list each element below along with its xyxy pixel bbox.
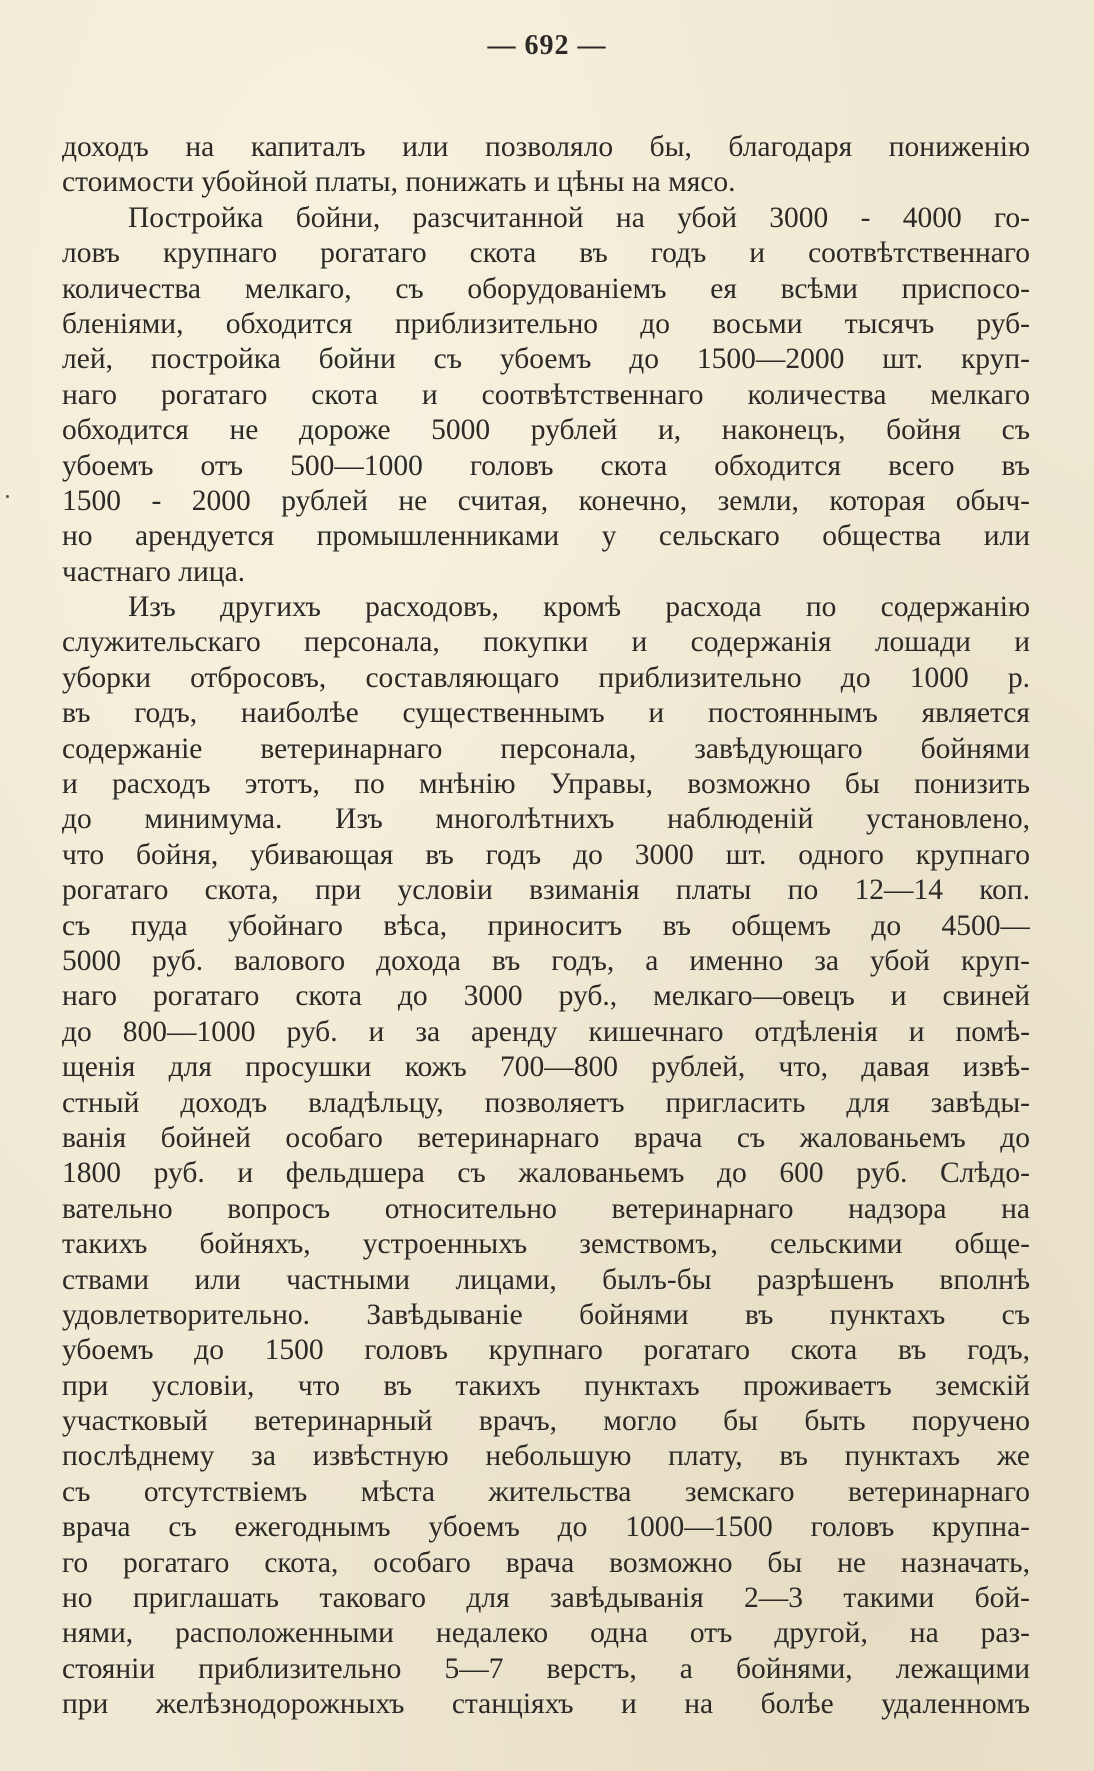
text-line: 1500 - 2000 рублей не считая, конечно, земли, которая обыч- bbox=[62, 484, 1030, 517]
text-line: наго рогатаго скота и соотвѣтственнаго количества мелкаго bbox=[62, 378, 1030, 411]
text-line: такихъ бойняхъ, устроенныхъ земствомъ, сельскими обще- bbox=[62, 1228, 1030, 1261]
text-line: стоимости убойной платы, понижать и цѣны на мясо. bbox=[62, 166, 736, 199]
text-line: рогатаго скота, при условіи взиманія платы по 12—14 коп. bbox=[62, 874, 1030, 907]
text-line: щенія для просушки кожъ 700—800 рублей, что, давая извѣ- bbox=[62, 1051, 1030, 1084]
text-line: частнаго лица. bbox=[62, 555, 246, 588]
body-text bbox=[62, 130, 1030, 1723]
margin-mark bbox=[6, 495, 9, 498]
text-line: въ годъ, наиболѣе существеннымъ и постояннымъ является bbox=[62, 697, 1030, 730]
text-line: участковый ветеринарный врачъ, могло бы быть поручено bbox=[62, 1405, 1030, 1438]
text-line: до минимума. Изъ многолѣтнихъ наблюденій установлено, bbox=[62, 803, 1030, 836]
text-line: Изъ другихъ расходовъ, кромѣ расхода по содержанію bbox=[128, 591, 1030, 624]
text-line: ловъ крупнаго рогатаго скота въ годъ и соотвѣтственнаго bbox=[62, 237, 1030, 270]
text-line: 1800 руб. и фельдшера съ жалованьемъ до 600 руб. Слѣдо- bbox=[62, 1157, 1030, 1190]
text-line: убоемъ отъ 500—1000 головъ скота обходится всего въ bbox=[62, 449, 1030, 482]
text-line: 5000 руб. валового дохода въ годъ, а именно за убой круп- bbox=[62, 944, 1030, 977]
text-line: содержаніе ветеринарнаго персонала, завѣдующаго бойнями bbox=[62, 732, 1030, 765]
text-line: бленіями, обходится приблизительно до восьми тысячъ руб- bbox=[62, 307, 1030, 340]
text-line: Постройка бойни, разсчитанной на убой 3000 - 4000 го- bbox=[128, 201, 1030, 234]
text-line: ванія бойней особаго ветеринарнаго врача съ жалованьемъ до bbox=[62, 1121, 1030, 1154]
text-line: съ отсутствіемъ мѣста жительства земскаго ветеринарнаго bbox=[62, 1475, 1030, 1508]
text-line: послѣднему за извѣстную небольшую плату, въ пунктахъ же bbox=[62, 1440, 1030, 1473]
text-line: но арендуется промышленниками у сельскаго общества или bbox=[62, 520, 1030, 553]
text-line: врача съ ежегоднымъ убоемъ до 1000—1500 головъ крупна- bbox=[62, 1511, 1030, 1544]
text-line: наго рогатаго скота до 3000 руб., мелкаго—овецъ и свиней bbox=[62, 980, 1030, 1013]
text-line: нями, расположенными недалеко одна отъ другой, на раз- bbox=[62, 1617, 1030, 1650]
text-line: стный доходъ владѣльцу, позволяетъ пригласить для завѣды- bbox=[62, 1086, 1030, 1119]
text-line: при желѣзнодорожныхъ станціяхъ и на болѣе удаленномъ bbox=[62, 1688, 1030, 1721]
text-line: ствами или частными лицами, былъ-бы разрѣшенъ вполнѣ bbox=[62, 1263, 1030, 1296]
text-line: служительскаго персонала, покупки и содержанія лошади и bbox=[62, 626, 1030, 659]
text-line: обходится не дороже 5000 рублей и, наконецъ, бойня съ bbox=[62, 414, 1030, 447]
text-line: доходъ на капиталъ или позволяло бы, благодаря пониженію bbox=[62, 131, 1030, 163]
text-line: уборки отбросовъ, составляющаго приблизительно до 1000 р. bbox=[62, 661, 1030, 694]
text-line: но приглашать таковаго для завѣдыванія 2—3 такими бой- bbox=[62, 1582, 1030, 1615]
text-line: съ пуда убойнаго вѣса, приноситъ въ общемъ до 4500— bbox=[62, 909, 1030, 942]
text-line: что бойня, убивающая въ годъ до 3000 шт. одного крупнаго bbox=[62, 838, 1030, 871]
text-line: убоемъ до 1500 головъ крупнаго рогатаго скота въ годъ, bbox=[62, 1334, 1030, 1367]
text-line: до 800—1000 руб. и за аренду кишечнаго отдѣленія и помѣ- bbox=[62, 1015, 1030, 1048]
page-number: — 692 — bbox=[487, 30, 607, 61]
text-line: удовлетворительно. Завѣдываніе бойнями въ пунктахъ съ bbox=[62, 1298, 1030, 1331]
text-line: стояніи приблизительно 5—7 верстъ, а бойнями, лежащими bbox=[62, 1652, 1030, 1685]
text-line: лей, постройка бойни съ убоемъ до 1500—2000 шт. круп- bbox=[62, 343, 1030, 376]
text-line: количества мелкаго, съ оборудованіемъ ея всѣми приспосо- bbox=[62, 272, 1030, 305]
text-line: вательно вопросъ относительно ветеринарнаго надзора на bbox=[62, 1192, 1030, 1225]
text-line: при условіи, что въ такихъ пунктахъ проживаетъ земскій bbox=[62, 1369, 1030, 1402]
text-line: го рогатаго скота, особаго врача возможно бы не назначать, bbox=[62, 1546, 1030, 1579]
text-line: и расходъ этотъ, по мнѣнію Управы, возможно бы понизить bbox=[62, 768, 1030, 801]
